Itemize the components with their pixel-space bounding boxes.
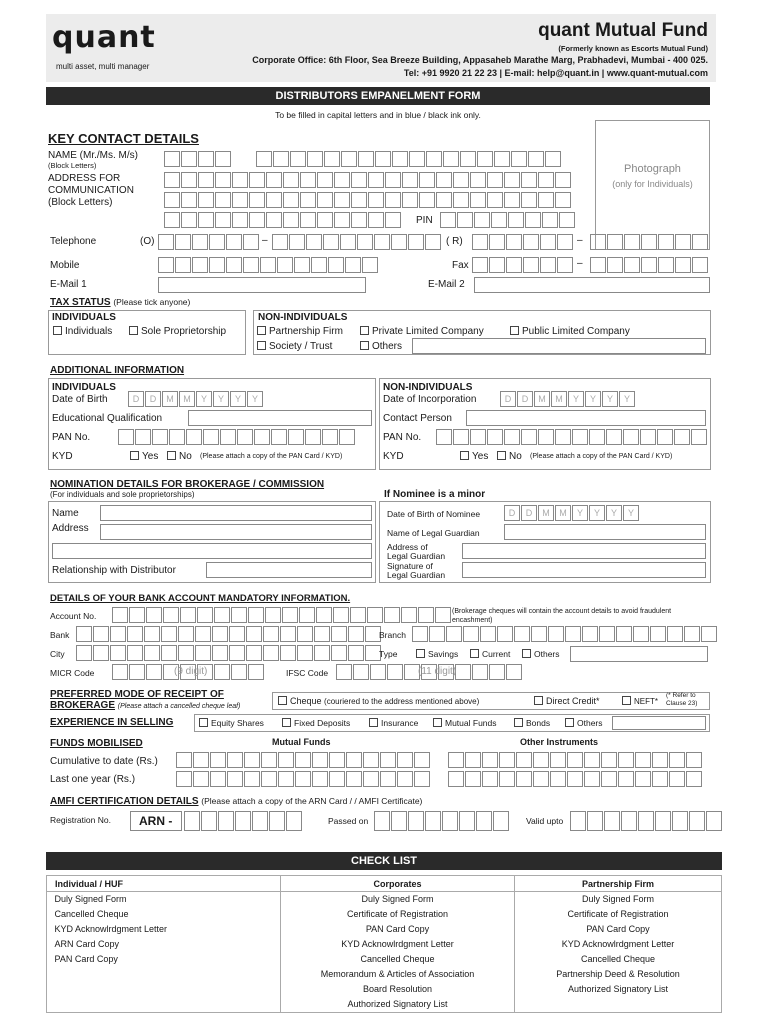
nominee-dob-label: Date of Birth of Nominee [387,509,481,519]
arn-boxes[interactable] [184,811,303,831]
kyd-label-2: KYD [383,451,404,462]
checklist-cell [515,997,722,1012]
address-line-1[interactable] [164,172,572,188]
opt-partnership[interactable]: Partnership Firm [257,326,343,337]
additional-heading: ADDITIONAL INFORMATION [50,365,185,376]
checkbox-icon[interactable] [510,326,519,335]
checklist-cell: KYD Acknowlrdgment Letter [561,939,675,949]
tel-residence-number[interactable] [590,234,709,250]
checklist-cell: Authorized Signatory List [347,999,448,1009]
guardian-name-field[interactable] [504,524,706,540]
amfi-note: (Please attach a copy of the ARN Card / / AMFI Certificate) [201,796,423,806]
relationship-field[interactable] [206,562,372,578]
checkbox-icon[interactable] [622,696,631,705]
bank-boxes[interactable] [76,626,382,642]
receipt-heading-line2 [50,700,240,711]
kyd-yes[interactable]: Yes [130,451,158,462]
email2-label: E-Mail 2 [428,279,465,290]
checklist-cell: KYD Acknowlrdgment Letter [341,939,454,949]
checklist-cell: Authorized Signatory List [567,984,669,994]
checklist-header: Partnership Firm [515,876,722,892]
checkbox-icon[interactable] [534,696,543,705]
checklist-divider [280,891,281,1013]
checklist-border [721,891,722,1013]
tel-residence-std[interactable] [472,234,574,250]
checklist-cell: ARN Card Copy [54,939,120,949]
micr-hint: (9 digit) [174,666,208,677]
fax-number[interactable] [590,257,709,273]
branch-boxes[interactable] [412,626,718,642]
checkbox-icon[interactable] [257,341,266,350]
checklist-table [46,875,722,1012]
funds-heading: FUNDS MOBILISED [50,738,143,749]
checklist-cell: Partnership Deed & Resolution [556,969,680,979]
last-year-mf-boxes[interactable] [176,771,431,787]
checklist-border [46,1012,722,1013]
others-specify-field[interactable] [412,338,706,354]
checkbox-icon[interactable] [522,649,531,658]
title-boxes[interactable] [164,151,232,167]
tax-status-heading: TAX STATUS [50,297,111,308]
receipt-heading-2: BROKERAGE [50,700,116,711]
minor-heading: If Nominee is a minor [384,489,486,500]
refer-clause: (* Refer to Clause 23) [666,692,698,707]
nominee-address-2[interactable] [52,543,372,559]
table-row [47,937,722,952]
formerly-note: (Formerly known as Escorts Mutual Fund) [558,44,708,53]
name-boxes[interactable] [256,151,562,167]
last-year-label: Last one year (Rs.) [50,774,136,785]
checklist-cell: PAN Card Copy [54,954,118,964]
add-individuals-label: INDIVIDUALS [52,382,116,393]
nomination-heading: NOMINATION DETAILS FOR BROKERAGE / COMMISSION [50,479,325,490]
checklist-cell: PAN Card Copy [586,924,650,934]
opt-public-ltd[interactable]: Public Limited Company [510,326,630,337]
checklist-cell: Memorandum & Articles of Association [320,969,475,979]
exp-others-field[interactable] [612,716,706,730]
type-current[interactable]: Current [470,649,510,659]
opt-private-ltd[interactable]: Private Limited Company [360,326,484,337]
contact-person-label: Contact Person [383,413,452,424]
checklist-header: Individual / HUF [47,876,281,892]
dash: – [577,258,583,269]
tax-status-header [50,297,190,308]
checklist-cell: Duly Signed Form [361,894,434,905]
ifsc-hint: (11 digit) [418,666,457,677]
checklist-cell: Board Resolution [362,984,433,994]
passed-on-label: Passed on [328,816,369,826]
guardian-address-label-2: Legal Guardian [387,551,446,561]
city-boxes[interactable] [76,645,382,661]
education-label: Educational Qualification [52,413,163,424]
guardian-name-label: Name of Legal Guardian [387,528,480,538]
amfi-header [50,796,422,807]
tel-office-number[interactable] [272,234,442,250]
exp-fixed-deposits[interactable]: Fixed Deposits [282,718,350,728]
checkbox-icon[interactable] [369,718,378,727]
checkbox-icon[interactable] [360,326,369,335]
account-note: (Brokerage cheques will contain the account details to avoid fraudulent encashment) [452,608,672,624]
photo-label: Photograph [624,163,681,175]
cumulative-label: Cumulative to date (Rs.) [50,756,158,767]
receipt-note: (Please attach a cancelled cheque leaf) [117,703,241,710]
nomination-sub: (For individuals and sole proprietorships) [50,490,195,499]
cumulative-other-boxes[interactable] [448,752,703,768]
receipt-heading: PREFERRED MODE OF RECEIPT OF [50,689,224,700]
type-others[interactable]: Others [522,649,560,659]
checkbox-icon[interactable] [257,326,266,335]
exp-insurance[interactable]: Insurance [369,718,418,728]
pan-boxes-2[interactable] [436,429,708,445]
nominee-dob-boxes[interactable]: D D M M Y Y Y Y [504,505,640,521]
fax-std[interactable] [472,257,574,273]
checklist-divider [514,891,515,1013]
exp-bonds[interactable]: Bonds [514,718,550,728]
address-label: ADDRESS FOR [48,173,121,184]
checklist-cell [47,967,281,982]
registration-label: Registration No. [50,815,111,825]
kyd-no-2[interactable]: No [497,451,522,462]
opt-sole-proprietorship[interactable]: Sole Proprietorship [129,326,226,337]
instruction: To be filled in capital letters and in blue / black ink only. [275,110,481,120]
mobile-boxes[interactable] [158,257,379,273]
pan-boxes[interactable] [118,429,356,445]
education-field[interactable] [188,410,372,426]
contact-person-field[interactable] [466,410,706,426]
checklist-cell [47,982,281,997]
funds-mf-label: Mutual Funds [272,737,331,747]
checkbox-icon[interactable] [565,718,574,727]
address-line-2[interactable] [164,192,572,208]
mobile-label: Mobile [50,260,80,271]
account-boxes[interactable] [112,607,452,623]
checkbox-icon[interactable] [433,718,442,727]
form-title: DISTRIBUTORS EMPANELMENT FORM [46,87,710,105]
tel-office-std[interactable] [158,234,260,250]
dob-label: Date of Birth [52,394,108,405]
experience-heading: EXPERIENCE IN SELLING [50,717,174,728]
add-non-individuals-label: NON-INDIVIDUALS [383,382,473,393]
guardian-signature-label: Signature of [387,561,433,571]
checklist-cell: Certificate of Registration [567,909,669,919]
checklist-cell [47,997,281,1012]
company-name: quant Mutual Fund [538,20,708,41]
tax-non-individuals-label: NON-INDIVIDUALS [258,312,348,323]
checklist-cell: PAN Card Copy [365,924,430,934]
valid-upto-boxes[interactable] [570,811,723,831]
checkbox-icon[interactable] [129,326,138,335]
logo-tagline: multi asset, multi manager [56,62,150,71]
address-label-3: (Block Letters) [48,197,113,208]
checklist-header: Corporates [281,876,515,892]
pin-label: PIN [416,215,433,226]
table-row [47,997,722,1012]
exp-equity[interactable]: Equity Shares [199,718,264,728]
checklist-cell: Duly Signed Form [581,894,655,905]
opt-individuals[interactable]: Individuals [53,326,112,337]
exp-mutual-funds[interactable]: Mutual Funds [433,718,497,728]
checkbox-icon[interactable] [53,326,62,335]
doi-label: Date of Incorporation [383,394,477,405]
key-contact-heading: KEY CONTACT DETAILS [48,131,199,146]
opt-society-trust[interactable]: Society / Trust [257,341,332,352]
corporate-address: Corporate Office: 6th Floor, Sea Breeze Building, Appasaheb Marathe Marg, Prabhadevi, Mumbai - 400 025. [252,55,708,65]
valid-upto-label: Valid upto [526,816,564,826]
email1-field[interactable] [158,277,366,293]
checkbox-icon[interactable] [360,341,369,350]
passed-on-boxes[interactable] [374,811,510,831]
photo-box[interactable] [595,120,710,250]
funds-other-label: Other Instruments [520,737,599,747]
checkbox-icon[interactable] [282,718,291,727]
opt-cheque[interactable]: Cheque (couriered to the address mentioned above) [278,696,479,706]
opt-others[interactable]: Others [360,341,402,352]
name-label: NAME (Mr./Ms. M/s) [48,150,138,161]
kyd-yes-2[interactable]: Yes [460,451,488,462]
dash: – [262,235,268,246]
checkbox-icon[interactable] [470,649,479,658]
table-row [47,892,722,907]
kyd-label: KYD [52,451,73,462]
opt-neft[interactable]: NEFT* [622,696,658,706]
nominee-name-field[interactable] [100,505,372,521]
micr-label: MICR Code [50,668,95,678]
address-label-2: COMMUNICATION [48,185,134,196]
doi-boxes[interactable]: D D M M Y Y Y Y [500,391,636,407]
checklist-cell: Cancelled Cheque [360,954,435,964]
checklist-cell: Cancelled Cheque [54,909,129,919]
tel-office-label: (O) [140,236,155,247]
dob-boxes[interactable]: D D M M Y Y Y Y [128,391,264,407]
nominee-address-1[interactable] [100,524,372,540]
checklist-cell: Cancelled Cheque [580,954,656,964]
pan-label-2: PAN No. [383,432,422,443]
email2-field[interactable] [474,277,710,293]
checkbox-icon[interactable] [497,451,506,460]
quant-logo: quant [52,20,156,55]
table-row [47,952,722,967]
address-line-3[interactable] [164,212,402,228]
nominee-address-label: Address [52,523,89,534]
branch-label: Branch [379,630,406,640]
tax-individuals-label: INDIVIDUALS [52,312,116,323]
account-label: Account No. [50,611,97,621]
checkbox-icon[interactable] [167,451,176,460]
pan-label: PAN No. [52,432,91,443]
email1-label: E-Mail 1 [50,279,87,290]
checkbox-icon[interactable] [130,451,139,460]
contact-line: Tel: +91 9920 21 22 23 | E-mail: help@quant.in | www.quant-mutual.com [403,68,708,78]
bank-label: Bank [50,630,70,640]
tax-status-note: (Please tick anyone) [113,297,191,307]
fax-label: Fax [452,260,469,271]
kyd-no[interactable]: No [167,451,192,462]
city-label: City [50,649,65,659]
name-sub: (Block Letters) [48,161,97,170]
dash: – [577,235,583,246]
telephone-label: Telephone [50,236,97,247]
type-savings[interactable]: Savings [416,649,458,659]
arn-prefix: ARN - [130,811,182,831]
checkbox-icon[interactable] [514,718,523,727]
last-year-other-boxes[interactable] [448,771,703,787]
pin-boxes[interactable] [440,212,576,228]
type-label: Type [379,649,398,659]
photo-sub: (only for Individuals) [612,179,693,189]
checklist-cell: Certificate of Registration [346,909,449,919]
table-row [47,922,722,937]
guardian-signature-field[interactable] [462,562,706,578]
tel-residence-label: ( R) [446,236,463,247]
checkbox-icon[interactable] [199,718,208,727]
kyd-attach-note: (Please attach a copy of the PAN Card / KYD) [200,453,343,460]
checklist-cell: KYD Acknowlrdgment Letter [54,924,168,934]
exp-others[interactable]: Others [565,718,603,728]
relationship-label: Relationship with Distributor [52,565,176,576]
cumulative-mf-boxes[interactable] [176,752,431,768]
opt-direct-credit[interactable]: Direct Credit* [534,696,600,706]
table-row [47,982,722,997]
guardian-signature-label-2: Legal Guardian [387,570,446,580]
checklist-title: CHECK LIST [46,852,722,870]
nominee-name-label: Name [52,508,79,519]
table-row [47,967,722,982]
checklist-border [46,891,47,1013]
kyd-attach-note-2: (Please attach a copy of the PAN Card / KYD) [530,453,673,460]
guardian-address-label: Address of [387,542,428,552]
checklist-cell: Duly Signed Form [54,894,127,905]
type-others-field[interactable] [570,646,708,662]
guardian-address-field[interactable] [462,543,706,559]
ifsc-label: IFSC Code [286,668,329,678]
table-row [47,907,722,922]
checkbox-icon[interactable] [278,696,287,705]
bank-heading: DETAILS OF YOUR BANK ACCOUNT MANDATORY INFORMATION. [50,593,351,604]
checkbox-icon[interactable] [460,451,469,460]
checkbox-icon[interactable] [416,649,425,658]
amfi-heading: AMFI CERTIFICATION DETAILS [50,796,199,807]
